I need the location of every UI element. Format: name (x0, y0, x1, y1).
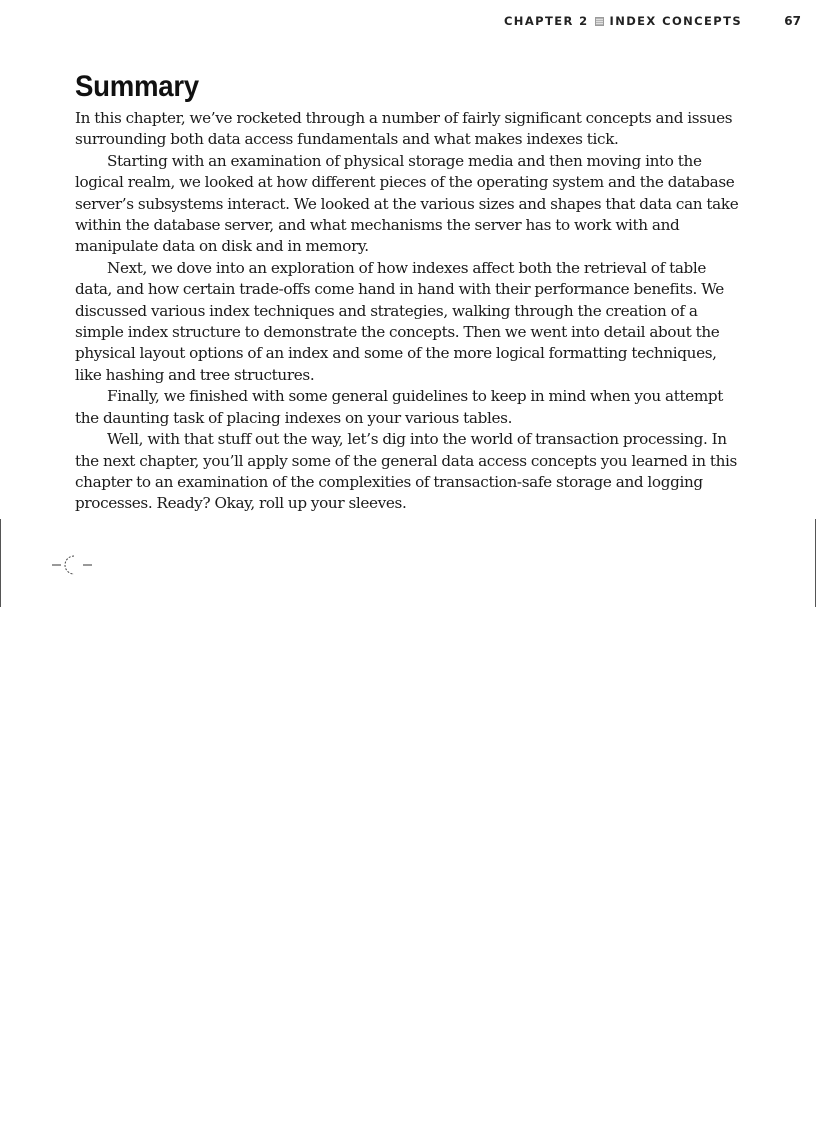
chapter-label: CHAPTER 2 (503, 14, 589, 28)
running-head (0, 12, 816, 32)
paragraph: Finally, we finished with some general guidelines to keep in mind when you attempt the daunting task of placing indexes on your various tables. (75, 387, 724, 427)
section-label: INDEX CONCEPTS (609, 14, 742, 28)
paragraph: In this chapter, we’ve rocketed through a number of fairly significant concepts and issues surrounding both data access fundamentals and what makes indexes tick. (75, 109, 733, 149)
page-body (75, 70, 743, 515)
paragraph: Starting with an examination of physical storage media and then moving into the logical realm, we looked at how different pieces of the operating system and the database server’s subsystems interact. We looked at the various sizes and shapes that data can take within the database server, and what mechanisms the server has to work with and manipulate data on disk and in memory. (75, 151, 739, 256)
crop-mark-left (0, 519, 1, 607)
paragraph: Well, with that stuff out the way, let’s dig into the world of transaction processing. In the next chapter, you’ll apply some of the general data access concepts you learned in this chapter to an examination of the complexities of transaction-safe storage and logging processes. Ready? Okay, roll up your sleeves. (75, 430, 738, 513)
paragraph: Next, we dove into an exploration of how indexes affect both the retrieval of table data, and how certain trade-offs come hand in hand with their performance benefits. We discussed various index techniques and strategies, walking through the creation of a simple index structure to demonstrate the concepts. Then we went into detail about the physical layout options of an index and some of the more logical formatting techniques, like hashing and tree structures. (75, 258, 724, 384)
registration-mark-icon (50, 553, 96, 577)
running-head-title (504, 14, 742, 28)
page-number: 67 (784, 14, 801, 28)
separator-icon (595, 17, 604, 26)
section-title: Summary (75, 70, 199, 103)
